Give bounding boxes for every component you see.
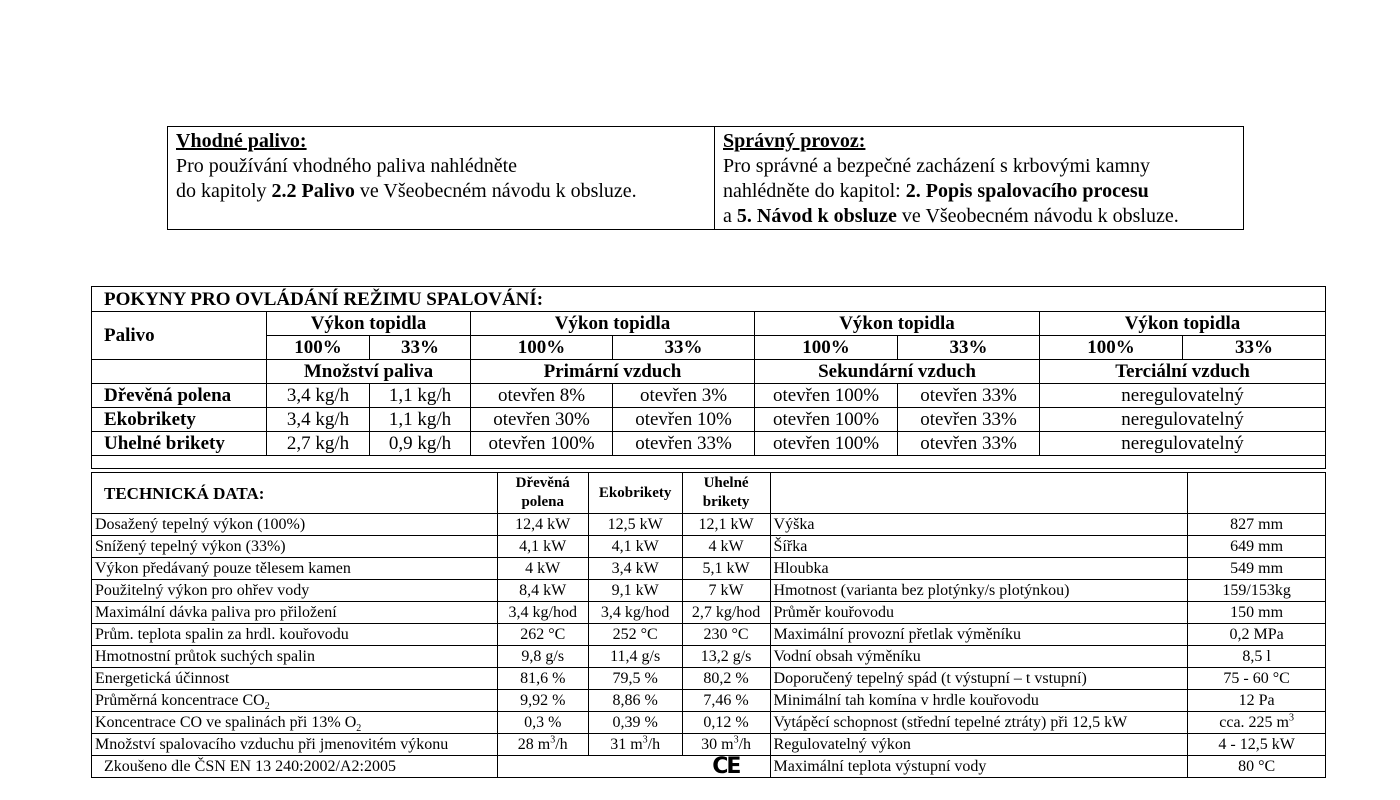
tertiary-air: neregulovatelný (1040, 384, 1326, 408)
value-wood: 8,4 kW (497, 580, 588, 602)
table-row (92, 646, 1326, 668)
info-box (167, 126, 1244, 230)
fuel-quantity-100: 2,7 kg/h (267, 432, 370, 456)
combustion-control-table (91, 286, 1326, 469)
value-eco: 12,5 kW (588, 514, 682, 536)
primary-air-33: otevřen 3% (613, 384, 755, 408)
value-coal: 13,2 g/s (682, 646, 770, 668)
tertiary-air-header: Terciální vzduch (1040, 360, 1326, 384)
table-row (92, 690, 1326, 712)
technical-title: TECHNICKÁ DATA: (92, 473, 498, 514)
param-value: 0,2 MPa (1188, 624, 1326, 646)
table-row (92, 432, 1326, 456)
fuel-name: Ekobrikety (92, 408, 267, 432)
empty-cell (588, 756, 682, 778)
pct-100-header: 100% (1040, 336, 1183, 360)
secondary-air-100: otevřen 100% (755, 432, 898, 456)
param-value: 80 °C (1188, 756, 1326, 778)
value-coal: 2,7 kg/hod (682, 602, 770, 624)
col-header-coal: Uhelné brikety (682, 473, 770, 514)
value-eco: 0,39 % (588, 712, 682, 734)
table-row (92, 580, 1326, 602)
table-row (92, 536, 1326, 558)
value-coal: 7 kW (682, 580, 770, 602)
value-coal: 4 kW (682, 536, 770, 558)
param-label: Hmotnostní průtok suchých spalin (92, 646, 498, 668)
table-row (92, 602, 1326, 624)
fuel-quantity-100: 3,4 kg/h (267, 408, 370, 432)
correct-operation-panel (715, 127, 1244, 230)
secondary-air-33: otevřen 33% (898, 408, 1040, 432)
fuel-quantity-header: Množství paliva (267, 360, 471, 384)
secondary-air-33: otevřen 33% (898, 432, 1040, 456)
param-label: Šířka (770, 536, 1188, 558)
output-header: Výkon topidla (267, 312, 471, 336)
primary-air-100: otevřen 8% (471, 384, 613, 408)
fuel-quantity-33: 1,1 kg/h (370, 408, 471, 432)
param-label: Snížený tepelný výkon (33%) (92, 536, 498, 558)
fuel-quantity-33: 1,1 kg/h (370, 384, 471, 408)
value-eco: 9,1 kW (588, 580, 682, 602)
value-eco: 3,4 kg/hod (588, 602, 682, 624)
value-coal: 0,12 % (682, 712, 770, 734)
suitable-fuel-title: Vhodné palivo: (176, 130, 307, 152)
empty-cell (92, 360, 267, 384)
output-header: Výkon topidla (471, 312, 755, 336)
param-value: 827 mm (1188, 514, 1326, 536)
technical-data-table (91, 472, 1326, 778)
param-label: Minimální tah komína v hrdle kouřovodu (770, 690, 1188, 712)
tertiary-air: neregulovatelný (1040, 408, 1326, 432)
secondary-air-100: otevřen 100% (755, 384, 898, 408)
pct-33-header: 33% (370, 336, 471, 360)
param-value: 549 mm (1188, 558, 1326, 580)
spacer-row (92, 456, 1326, 469)
correct-operation-line-1: Pro správné a bezpečné zacházení s krbovými kamny (723, 155, 1151, 177)
value-eco: 4,1 kW (588, 536, 682, 558)
param-value: 150 mm (1188, 602, 1326, 624)
output-header: Výkon topidla (1040, 312, 1326, 336)
ce-mark-logo: CE (682, 756, 770, 778)
pct-33-header: 33% (1183, 336, 1326, 360)
value-wood: 9,92 % (497, 690, 588, 712)
param-value: 159/153kg (1188, 580, 1326, 602)
correct-operation-line-3: a 5. Návod k obsluze ve Všeobecném návodu k obsluze. (723, 205, 1179, 227)
primary-air-33: otevřen 33% (613, 432, 755, 456)
table-row (92, 734, 1326, 756)
param-label: Energetická účinnost (92, 668, 498, 690)
secondary-air-header: Sekundární vzduch (755, 360, 1040, 384)
param-label: Prům. teplota spalin za hrdl. kouřovodu (92, 624, 498, 646)
value-eco: 8,86 % (588, 690, 682, 712)
empty-cell (770, 473, 1188, 514)
pct-100-header: 100% (267, 336, 370, 360)
param-label: Vytápěcí schopnost (střední tepelné ztráty) při 12,5 kW (770, 712, 1188, 734)
param-label: Hmotnost (varianta bez plotýnky/s plotýnkou) (770, 580, 1188, 602)
secondary-air-33: otevřen 33% (898, 384, 1040, 408)
value-wood: 4,1 kW (497, 536, 588, 558)
param-label: Výkon předávaný pouze tělesem kamen (92, 558, 498, 580)
fuel-quantity-33: 0,9 kg/h (370, 432, 471, 456)
value-eco: 11,4 g/s (588, 646, 682, 668)
fuel-name: Uhelné brikety (92, 432, 267, 456)
param-label: Maximální provozní přetlak výměníku (770, 624, 1188, 646)
value-coal: 5,1 kW (682, 558, 770, 580)
param-label: Regulovatelný výkon (770, 734, 1188, 756)
value-coal: 230 °C (682, 624, 770, 646)
param-value: 4 - 12,5 kW (1188, 734, 1326, 756)
value-eco: 31 $m^3/h$ (588, 734, 682, 756)
primary-air-100: otevřen 30% (471, 408, 613, 432)
value-wood: 3,4 kg/hod (497, 602, 588, 624)
value-coal: 80,2 % (682, 668, 770, 690)
param-label: Použitelný výkon pro ohřev vody (92, 580, 498, 602)
correct-operation-line-2: nahlédněte do kapitol: 2. Popis spalovacího procesu (723, 180, 1149, 202)
pct-33-header: 33% (613, 336, 755, 360)
empty-cell (497, 756, 588, 778)
col-header-eco: Ekobrikety (588, 473, 682, 514)
technical-rows (92, 514, 1326, 756)
value-wood: 28 $m^3/h$ (497, 734, 588, 756)
value-wood: 262 °C (497, 624, 588, 646)
table-row (92, 668, 1326, 690)
fuel-header: Palivo (92, 312, 267, 360)
param-label: Vodní obsah výměníku (770, 646, 1188, 668)
value-coal: 30 $m^3/h$ (682, 734, 770, 756)
output-header: Výkon topidla (755, 312, 1040, 336)
value-coal: 12,1 kW (682, 514, 770, 536)
table-row (92, 408, 1326, 432)
value-eco: 3,4 kW (588, 558, 682, 580)
empty-cell (1188, 473, 1326, 514)
pct-33-header: 33% (898, 336, 1040, 360)
value-wood: 81,6 % (497, 668, 588, 690)
combustion-title: POKYNY PRO OVLÁDÁNÍ REŽIMU SPALOVÁNÍ: (92, 287, 1326, 312)
primary-air-header: Primární vzduch (471, 360, 755, 384)
primary-air-33: otevřen 10% (613, 408, 755, 432)
table-row (92, 712, 1326, 734)
param-value: 12 Pa (1188, 690, 1326, 712)
value-eco: 252 °C (588, 624, 682, 646)
param-label: Hloubka (770, 558, 1188, 580)
param-value: 75 - 60 °C (1188, 668, 1326, 690)
table-row (92, 384, 1326, 408)
pct-100-header: 100% (471, 336, 613, 360)
param-label: Výška (770, 514, 1188, 536)
suitable-fuel-panel (168, 127, 715, 230)
correct-operation-title: Správný provoz: (723, 130, 866, 152)
param-label: Průměrná koncentrace $CO_2$ (92, 690, 498, 712)
secondary-air-100: otevřen 100% (755, 408, 898, 432)
fuel-name: Dřevěná polena (92, 384, 267, 408)
value-coal: 7,46 % (682, 690, 770, 712)
param-label: Doporučený tepelný spád (t výstupní – t vstupní) (770, 668, 1188, 690)
table-row (92, 624, 1326, 646)
col-header-wood: Dřevěná polena (497, 473, 588, 514)
tertiary-air: neregulovatelný (1040, 432, 1326, 456)
primary-air-100: otevřen 100% (471, 432, 613, 456)
value-wood: 12,4 kW (497, 514, 588, 536)
param-label: Dosažený tepelný výkon (100%) (92, 514, 498, 536)
fuel-quantity-100: 3,4 kg/h (267, 384, 370, 408)
table-row (92, 514, 1326, 536)
param-label: Množství spalovacího vzduchu při jmenovitém výkonu (92, 734, 498, 756)
suitable-fuel-line-1: Pro používání vhodného paliva nahlédněte (176, 155, 518, 177)
value-wood: 9,8 g/s (497, 646, 588, 668)
tested-standard: Zkoušeno dle ČSN EN 13 240:2002/A2:2005 (92, 756, 498, 778)
value-wood: 4 kW (497, 558, 588, 580)
param-label: Maximální dávka paliva pro přiložení (92, 602, 498, 624)
pct-100-header: 100% (755, 336, 898, 360)
table-row (92, 558, 1326, 580)
param-value: 649 mm (1188, 536, 1326, 558)
value-eco: 79,5 % (588, 668, 682, 690)
param-value: 8,5 l (1188, 646, 1326, 668)
suitable-fuel-line-2: do kapitoly 2.2 Palivo ve Všeobecném návodu k obsluze. (176, 180, 637, 202)
value-wood: 0,3 % (497, 712, 588, 734)
param-label: Koncentrace CO ve spalinách při 13% $O_2$ (92, 712, 498, 734)
param-label: Průměr kouřovodu (770, 602, 1188, 624)
param-label: Maximální teplota výstupní vody (770, 756, 1188, 778)
param-value: cca. 225 $m^3$ (1188, 712, 1326, 734)
